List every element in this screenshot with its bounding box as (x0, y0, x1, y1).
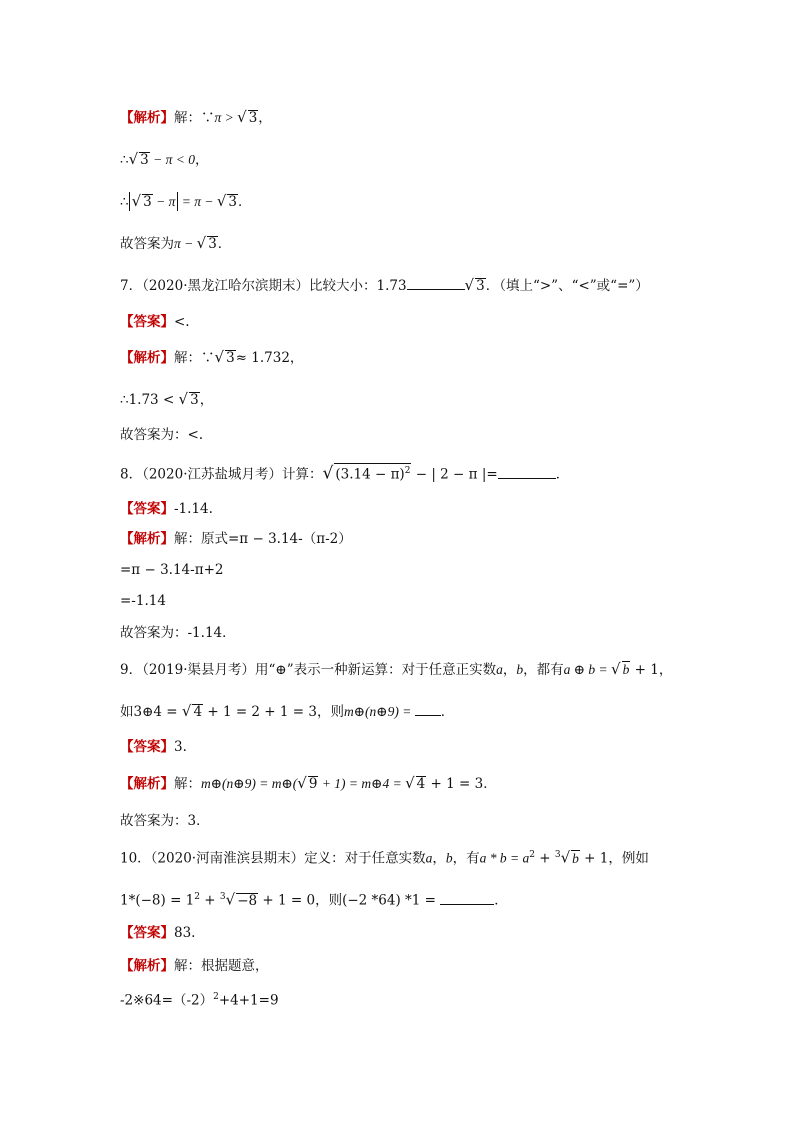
answer-8 (120, 500, 213, 518)
math: a * b = a (479, 850, 530, 866)
math: + 1 = 2 + 1 = 3，则 (203, 704, 344, 720)
math: a ⊕ b = (563, 662, 612, 677)
exponent: 2 (213, 992, 219, 1002)
math: − | 2 − π |= (411, 466, 498, 483)
analysis-line-2: ∴√ 3 − π < 0， (120, 150, 209, 168)
text: ，则 (315, 892, 343, 909)
answer-tag: 【答案】 (120, 925, 174, 941)
math: − π < 0 (149, 152, 195, 167)
root-index: 3 (219, 892, 226, 902)
text: ， (502, 662, 517, 678)
radicand: 4 (193, 704, 203, 720)
answer-value: <. (174, 314, 190, 330)
answer-7 (120, 313, 190, 331)
radicand: 3 (226, 350, 235, 366)
question-text: 8．（2020·江苏盐城月考）计算： (120, 466, 323, 483)
radicand: 3 (143, 194, 152, 210)
analysis-line-3: ∴ √ 3 − π = π − √ 3． (120, 192, 252, 210)
text: ． (494, 892, 508, 909)
text: 故答案为：-1.14． (120, 625, 236, 641)
math: + 1) = m⊕4 = (318, 776, 406, 791)
math: a (425, 850, 433, 866)
analysis-tag: 【解析】 (120, 350, 174, 366)
exponent: 2 (194, 892, 200, 902)
therefore: ∴ (120, 194, 129, 210)
text: ， (432, 850, 446, 867)
analysis-8-line-2 (120, 561, 223, 579)
text: ，例如 (608, 850, 649, 867)
analysis-7-line-2: ∴1.73 < √ 3， (120, 390, 214, 408)
analysis-tag: 【解析】 (120, 110, 174, 126)
text: 解：∵ (174, 350, 215, 366)
question-10: 10．（2020·河南淮滨县期末）定义：对于任意实数a，b，有$a * b = a^2 + ^3√$ b + 1，例如 (120, 848, 649, 867)
answer-tag: 【答案】 (120, 314, 174, 330)
answer-statement-9 (120, 812, 210, 830)
analysis-9: 【解析】解：m⊕(n⊕9) = m⊕(√ 9 + 1) = m⊕4 = √ 4 + 1 = 3． (120, 774, 497, 792)
math: m⊕(n⊕9) = m⊕( (201, 776, 298, 791)
radicand: b (622, 662, 630, 677)
answer-blank (440, 892, 494, 905)
analysis-10-line-2 (120, 988, 279, 1010)
text: ． (440, 704, 455, 720)
math: 1*(−8) = 1 (120, 892, 195, 909)
question-text: 9．（2019·渠县月考）用“⊕”表示一种新运算：对于任意正实数 (120, 662, 497, 678)
radicand: 3 (248, 110, 258, 126)
analysis-tag: 【解析】 (120, 776, 174, 792)
analysis-line-1: 【解析】解：∵π > √ 3， (120, 108, 272, 126)
analysis-10 (120, 957, 269, 975)
exponent: 2 (529, 850, 535, 860)
radicand: 3 (228, 194, 238, 210)
question-9-line-2: 如3⊕4 = √ 4 + 1 = 2 + 1 = 3，则m⊕(n⊕9) = ． (120, 702, 455, 720)
analysis-7: 【解析】解：∵√ 3≈ 1.732， (120, 348, 304, 366)
exponent: 2 (404, 466, 411, 476)
math: + 1 (579, 850, 609, 867)
answer-blank (415, 703, 441, 716)
radicand: −8 (237, 892, 258, 909)
math: + (200, 892, 220, 909)
radicand: 4 (416, 776, 426, 792)
answer-blank (407, 277, 465, 290)
absolute-value: √ 3 − π (129, 192, 179, 211)
math: = π − (178, 194, 217, 209)
text: ． (483, 776, 497, 792)
answer-value: 3. (174, 739, 187, 755)
text: 解：根据题意， (174, 958, 269, 974)
radicand: 9 (308, 776, 318, 792)
text: ， (289, 350, 304, 366)
answer-9 (120, 738, 187, 756)
question-7: 7．（2020·黑龙江哈尔滨期末）比较大小：1.73 √ 3．（填上“>”、“<”或“=”） (120, 276, 649, 294)
text: 故答案为 (120, 236, 174, 252)
text: ，有 (452, 850, 480, 867)
answer-tag: 【答案】 (120, 739, 174, 755)
text: ， (258, 110, 272, 126)
math: (−2 *64) *1 = (342, 892, 441, 909)
question-text: 7．（2020·黑龙江哈尔滨期末）比较大小：1.73 (120, 278, 407, 294)
math: − π (152, 194, 176, 209)
text: 故答案为：<. (120, 427, 204, 443)
math: (3.14 − π) (335, 466, 405, 483)
math: a (496, 662, 503, 677)
text: =π − 3.14-π+2 (120, 562, 224, 578)
math: π − (174, 236, 197, 251)
text: ， (194, 152, 209, 168)
text: 故答案为：3． (120, 813, 210, 829)
question-text: ．（填上“>”、“<”或“=”） (485, 278, 649, 294)
text: -2※64=（-2） (120, 992, 214, 1009)
math: π > (214, 110, 238, 125)
answer-statement-8 (120, 624, 236, 642)
text: 解： (174, 776, 201, 792)
text: ． (555, 466, 570, 483)
answer-statement: 故答案为π − √ 3． (120, 234, 232, 252)
analysis-tag: 【解析】 (120, 531, 174, 547)
text: ． (238, 194, 252, 210)
answer-value: -1.14. (174, 501, 213, 517)
root-index: 3 (554, 850, 561, 860)
text: 解：∵ (174, 110, 215, 126)
question-9: 9．（2019·渠县月考）用“⊕”表示一种新运算：对于任意正实数a，b，都有a ⊕ b = √ b + 1， (120, 660, 673, 678)
text: ， (199, 392, 214, 408)
math: ∴1.73 < (120, 392, 179, 408)
answer-statement-7 (120, 426, 203, 444)
answer-blank (498, 466, 556, 479)
math: ≈ 1.732 (235, 350, 290, 366)
analysis-8-line-3 (120, 592, 166, 610)
answer-tag: 【答案】 (120, 501, 174, 517)
radical (334, 463, 411, 483)
math: b (445, 850, 453, 866)
radicand: b (572, 850, 579, 866)
math: + 1 = 3 (426, 776, 484, 792)
question-8: 8．（2020·江苏盐城月考）计算：√ $(3.14 - \pi)^2$ − | 2 − π |= ． (120, 463, 570, 484)
radicand: 3 (190, 392, 199, 408)
math: + 1 = 0 (258, 892, 316, 909)
analysis-tag: 【解析】 (120, 958, 174, 974)
text: ，都有 (523, 662, 564, 678)
text: ． (217, 236, 232, 252)
radicand: 3 (208, 236, 217, 252)
answer-value: 83. (174, 925, 196, 941)
question-text: 10．（2020·河南淮滨县期末）定义：对于任意实数 (120, 850, 426, 867)
therefore: ∴ (120, 152, 129, 168)
math: m⊕(n⊕9) = (343, 704, 415, 719)
question-10-line-2: $1*(-8) = 1^2 + ^3√ -8 + 1 = 0$，则(−2 *64) *1 = ． (120, 890, 508, 909)
math: + (534, 850, 555, 867)
radicand: 3 (140, 152, 149, 168)
analysis-8 (120, 530, 352, 548)
text: =-1.14 (120, 593, 166, 609)
text: +4+1=9 (218, 992, 279, 1009)
math: b (516, 662, 524, 677)
math: 如3⊕4 = (120, 704, 182, 720)
answer-10 (120, 924, 195, 942)
text: 解：原式=π − 3.14-（π-2） (174, 531, 352, 547)
radicand: 3 (476, 278, 485, 294)
math: + 1， (630, 662, 673, 678)
